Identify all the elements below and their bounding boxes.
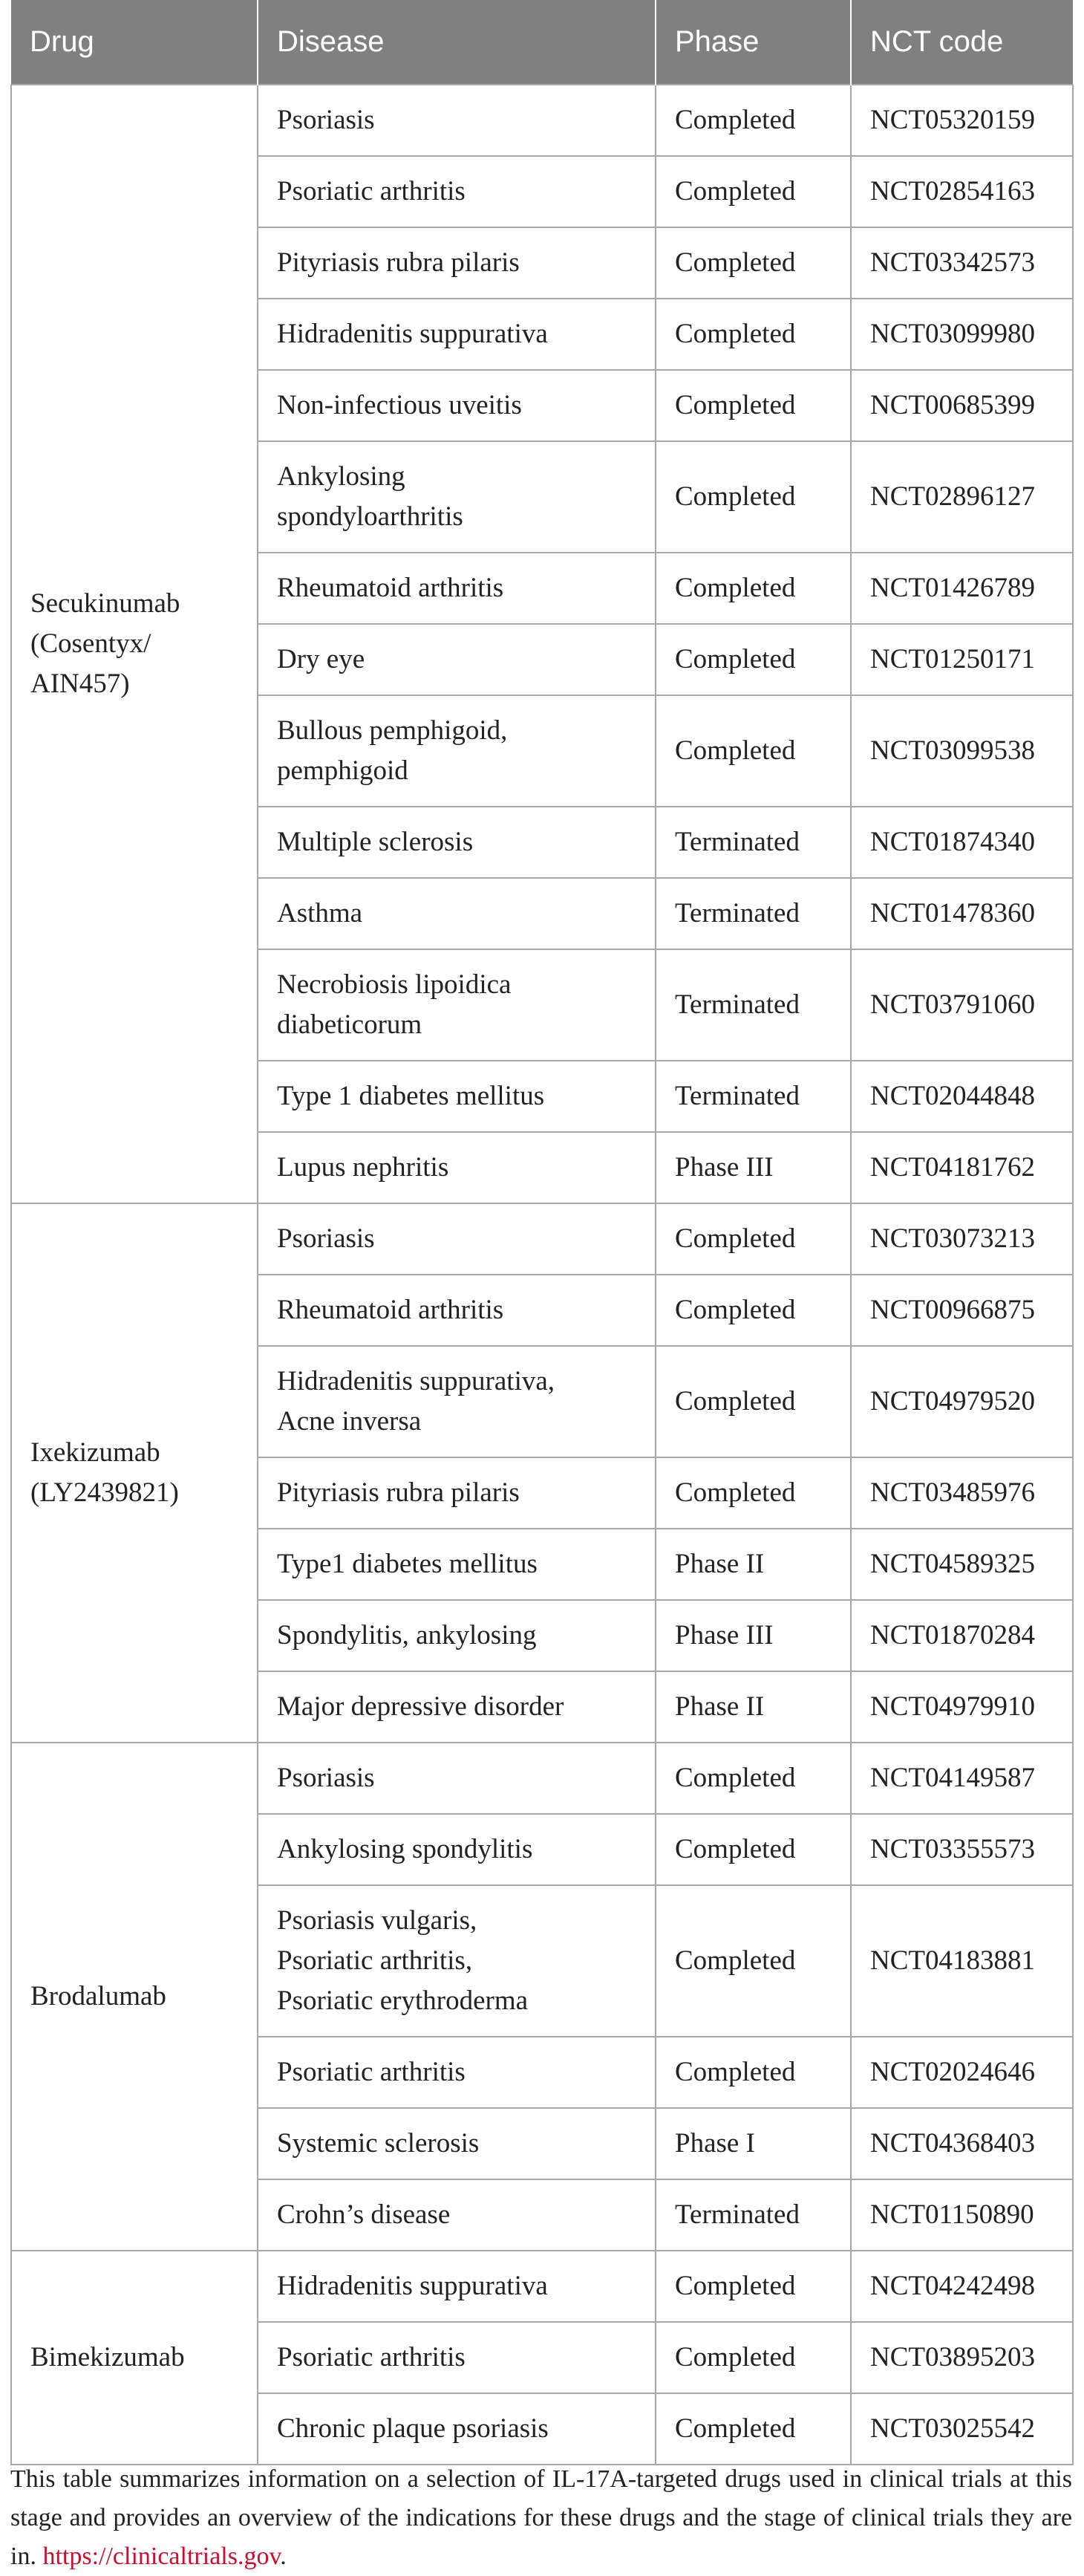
disease-line: Bullous pemphigoid, bbox=[277, 715, 508, 746]
phase-cell: Terminated bbox=[656, 2179, 851, 2251]
phase-cell: Phase III bbox=[656, 1132, 851, 1203]
disease-line: Acne inversa bbox=[277, 1406, 422, 1437]
disease-line: Rheumatoid arthritis bbox=[277, 1295, 504, 1325]
disease-line: Necrobiosis lipoidica bbox=[277, 969, 512, 1000]
disease-cell bbox=[258, 2393, 656, 2465]
disease-cell bbox=[258, 1600, 656, 1671]
disease-line: Spondylitis, ankylosing bbox=[277, 1620, 537, 1650]
disease-line: spondyloarthritis bbox=[277, 501, 463, 532]
phase-cell: Completed bbox=[656, 1885, 851, 2037]
phase-cell: Completed bbox=[656, 1275, 851, 1346]
disease-cell bbox=[258, 1132, 656, 1203]
drug-name-line: (Cosentyx/ bbox=[30, 628, 151, 659]
phase-cell: Phase III bbox=[656, 1600, 851, 1671]
footnote-text: This table summarizes information on a selection of IL-17A-targeted drugs used in clinical trials at this stage and provides an overview of the indications for these drugs and the stage of clinical trials they are in. bbox=[10, 2465, 1072, 2570]
disease-cell bbox=[258, 227, 656, 299]
phase-cell: Completed bbox=[656, 370, 851, 441]
disease-line: Ankylosing spondylitis bbox=[277, 1834, 533, 1864]
disease-line: diabeticorum bbox=[277, 1009, 422, 1040]
disease-cell bbox=[258, 2179, 656, 2251]
disease-cell bbox=[258, 156, 656, 227]
disease-line: Chronic plaque psoriasis bbox=[277, 2413, 549, 2444]
disease-line: Ankylosing bbox=[277, 461, 405, 492]
drug-name-line: Bimekizumab bbox=[30, 2342, 185, 2372]
disease-line: Pityriasis rubra pilaris bbox=[277, 1477, 520, 1508]
disease-cell bbox=[258, 2251, 656, 2322]
disease-line: Major depressive disorder bbox=[277, 1691, 564, 1722]
clinicaltrials-link[interactable]: https://clinicaltrials.gov bbox=[42, 2543, 281, 2570]
disease-line: Psoriatic arthritis bbox=[277, 2342, 466, 2372]
header-drug: Drug bbox=[11, 0, 258, 85]
phase-cell: Completed bbox=[656, 299, 851, 370]
nct-code-cell: NCT02896127 bbox=[851, 441, 1073, 553]
drug-name-cell bbox=[11, 1203, 258, 1743]
nct-code-cell: NCT03355573 bbox=[851, 1814, 1073, 1885]
disease-line: Psoriasis bbox=[277, 105, 375, 135]
disease-cell bbox=[258, 1671, 656, 1743]
table-row bbox=[11, 2251, 1073, 2322]
drug-name-cell bbox=[11, 1743, 258, 2251]
drug-name-line: Ixekizumab bbox=[30, 1437, 160, 1468]
disease-line: Psoriatic arthritis, bbox=[277, 1945, 473, 1976]
disease-line: Hidradenitis suppurativa, bbox=[277, 1366, 555, 1396]
nct-code-cell: NCT04181762 bbox=[851, 1132, 1073, 1203]
nct-code-cell: NCT05320159 bbox=[851, 85, 1073, 156]
disease-line: Dry eye bbox=[277, 644, 365, 674]
phase-cell: Completed bbox=[656, 695, 851, 807]
disease-cell bbox=[258, 1529, 656, 1600]
nct-code-cell: NCT00685399 bbox=[851, 370, 1073, 441]
nct-code-cell: NCT02854163 bbox=[851, 156, 1073, 227]
table-body bbox=[11, 85, 1073, 2465]
nct-code-cell: NCT03895203 bbox=[851, 2322, 1073, 2393]
disease-line: Psoriatic arthritis bbox=[277, 2057, 466, 2087]
disease-cell bbox=[258, 441, 656, 553]
phase-cell: Phase II bbox=[656, 1529, 851, 1600]
drug-name-line: AIN457) bbox=[30, 669, 130, 699]
nct-code-cell: NCT04242498 bbox=[851, 2251, 1073, 2322]
disease-cell bbox=[258, 949, 656, 1061]
drug-name-cell bbox=[11, 85, 258, 1203]
disease-cell bbox=[258, 1743, 656, 1814]
trials-table-container bbox=[10, 0, 1072, 2465]
nct-code-cell: NCT04589325 bbox=[851, 1529, 1073, 1600]
table-row bbox=[11, 1743, 1073, 1814]
disease-cell bbox=[258, 85, 656, 156]
table-row bbox=[11, 85, 1073, 156]
drug-name-line: Secukinumab bbox=[30, 588, 180, 619]
disease-cell bbox=[258, 299, 656, 370]
nct-code-cell: NCT04979520 bbox=[851, 1346, 1073, 1457]
drug-name-line: (LY2439821) bbox=[30, 1477, 179, 1508]
disease-line: Lupus nephritis bbox=[277, 1152, 449, 1183]
disease-cell bbox=[258, 2037, 656, 2108]
nct-code-cell: NCT02044848 bbox=[851, 1061, 1073, 1132]
nct-code-cell: NCT03099980 bbox=[851, 299, 1073, 370]
disease-line: pemphigoid bbox=[277, 755, 408, 786]
table-row bbox=[11, 1203, 1073, 1275]
disease-line: Crohn’s disease bbox=[277, 2199, 451, 2230]
disease-line: Pityriasis rubra pilaris bbox=[277, 247, 520, 278]
phase-cell: Completed bbox=[656, 1814, 851, 1885]
nct-code-cell: NCT04183881 bbox=[851, 1885, 1073, 2037]
phase-cell: Completed bbox=[656, 2322, 851, 2393]
phase-cell: Completed bbox=[656, 1743, 851, 1814]
nct-code-cell: NCT02024646 bbox=[851, 2037, 1073, 2108]
disease-cell bbox=[258, 1885, 656, 2037]
disease-line: Asthma bbox=[277, 898, 363, 928]
nct-code-cell: NCT03099538 bbox=[851, 695, 1073, 807]
disease-cell bbox=[258, 2108, 656, 2179]
table-footnote bbox=[10, 2460, 1072, 2576]
phase-cell: Completed bbox=[656, 2393, 851, 2465]
phase-cell: Terminated bbox=[656, 1061, 851, 1132]
disease-line: Psoriatic arthritis bbox=[277, 176, 466, 206]
phase-cell: Completed bbox=[656, 624, 851, 695]
disease-cell bbox=[258, 1061, 656, 1132]
drug-name-line: Brodalumab bbox=[30, 1981, 166, 2011]
disease-cell bbox=[258, 370, 656, 441]
disease-line: Psoriasis bbox=[277, 1223, 375, 1254]
disease-cell bbox=[258, 807, 656, 878]
phase-cell: Terminated bbox=[656, 949, 851, 1061]
nct-code-cell: NCT01250171 bbox=[851, 624, 1073, 695]
phase-cell: Completed bbox=[656, 2251, 851, 2322]
phase-cell: Completed bbox=[656, 441, 851, 553]
phase-cell: Completed bbox=[656, 85, 851, 156]
nct-code-cell: NCT01478360 bbox=[851, 878, 1073, 949]
nct-code-cell: NCT03485976 bbox=[851, 1457, 1073, 1529]
disease-line: Type 1 diabetes mellitus bbox=[277, 1081, 545, 1111]
phase-cell: Completed bbox=[656, 1457, 851, 1529]
nct-code-cell: NCT01426789 bbox=[851, 553, 1073, 624]
phase-cell: Terminated bbox=[656, 878, 851, 949]
nct-code-cell: NCT03342573 bbox=[851, 227, 1073, 299]
phase-cell: Completed bbox=[656, 156, 851, 227]
disease-line: Systemic sclerosis bbox=[277, 2128, 480, 2159]
table-header-row bbox=[11, 0, 1073, 85]
disease-cell bbox=[258, 1346, 656, 1457]
phase-cell: Completed bbox=[656, 553, 851, 624]
disease-line: Psoriasis vulgaris, bbox=[277, 1905, 477, 1936]
disease-line: Non-infectious uveitis bbox=[277, 390, 522, 420]
phase-cell: Completed bbox=[656, 227, 851, 299]
nct-code-cell: NCT03791060 bbox=[851, 949, 1073, 1061]
header-nct-code: NCT code bbox=[851, 0, 1073, 85]
disease-cell bbox=[258, 553, 656, 624]
header-phase: Phase bbox=[656, 0, 851, 85]
drug-name-cell bbox=[11, 2251, 258, 2465]
disease-cell bbox=[258, 695, 656, 807]
disease-line: Hidradenitis suppurativa bbox=[277, 2271, 548, 2301]
phase-cell: Terminated bbox=[656, 807, 851, 878]
disease-line: Multiple sclerosis bbox=[277, 827, 474, 857]
nct-code-cell: NCT03073213 bbox=[851, 1203, 1073, 1275]
disease-line: Type1 diabetes mellitus bbox=[277, 1549, 538, 1579]
phase-cell: Phase I bbox=[656, 2108, 851, 2179]
disease-line: Psoriatic erythroderma bbox=[277, 1985, 529, 2016]
phase-cell: Completed bbox=[656, 1346, 851, 1457]
header-disease: Disease bbox=[258, 0, 656, 85]
disease-cell bbox=[258, 1457, 656, 1529]
footnote-period: . bbox=[280, 2543, 287, 2570]
disease-cell bbox=[258, 624, 656, 695]
nct-code-cell: NCT00966875 bbox=[851, 1275, 1073, 1346]
disease-cell bbox=[258, 1203, 656, 1275]
phase-cell: Completed bbox=[656, 2037, 851, 2108]
disease-cell bbox=[258, 2322, 656, 2393]
phase-cell: Completed bbox=[656, 1203, 851, 1275]
nct-code-cell: NCT04979910 bbox=[851, 1671, 1073, 1743]
nct-code-cell: NCT01870284 bbox=[851, 1600, 1073, 1671]
disease-line: Psoriasis bbox=[277, 1763, 375, 1793]
disease-line: Rheumatoid arthritis bbox=[277, 573, 504, 603]
disease-cell bbox=[258, 1275, 656, 1346]
nct-code-cell: NCT01874340 bbox=[851, 807, 1073, 878]
clinical-trials-table bbox=[10, 0, 1074, 2465]
phase-cell: Phase II bbox=[656, 1671, 851, 1743]
nct-code-cell: NCT04368403 bbox=[851, 2108, 1073, 2179]
nct-code-cell: NCT03025542 bbox=[851, 2393, 1073, 2465]
disease-cell bbox=[258, 1814, 656, 1885]
disease-cell bbox=[258, 878, 656, 949]
nct-code-cell: NCT04149587 bbox=[851, 1743, 1073, 1814]
disease-line: Hidradenitis suppurativa bbox=[277, 319, 548, 349]
nct-code-cell: NCT01150890 bbox=[851, 2179, 1073, 2251]
